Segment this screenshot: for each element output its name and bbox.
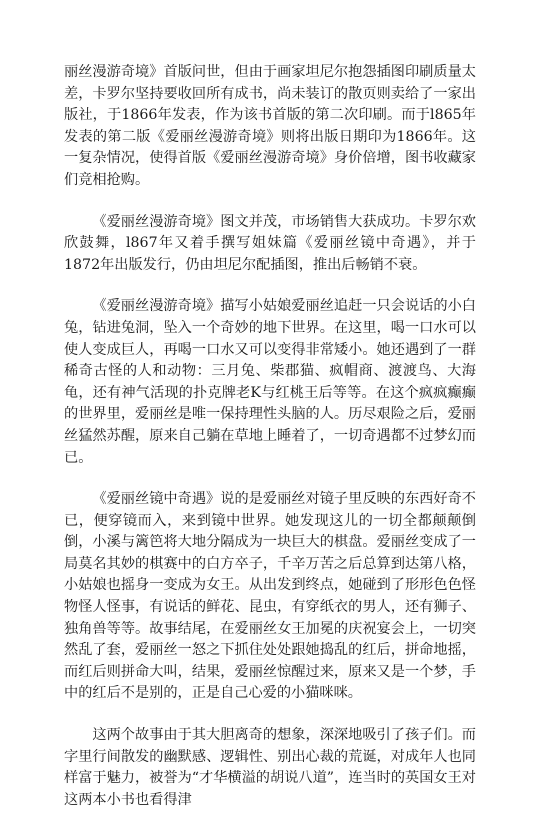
paragraph-4: 《爱丽丝镜中奇遇》说的是爱丽丝对镜子里反映的东西好奇不已，便穿镜而入，来到镜中世界。她发现这儿的一切全都颠颠倒倒，小溪与篱笆将大地分隔成为一块巨大的棋盘。爱丽丝变成了一局莫名其妙的棋赛中的白方卒子，千辛万苦之后总算到达第八格，小姑娘也摇身一变成为女王。从出发到终点，她碰到了形形色色怪物怪人怪事，有说话的鲜花、昆虫，有穿纸衣的男人，还有狮子、独角兽等等。故事结尾，在爱丽丝女王加冕的庆祝宴会上，一切突然乱了套，爱丽丝一怒之下抓住处处跟她捣乱的红后，拼命地摇，而红后则拼命大叫，结果，爱丽丝惊醒过来，原来又是一个梦，手中的红后不是别的，正是自己心爱的小猫咪咪。: [64, 491, 476, 702]
paragraph-2: 《爱丽丝漫游奇境》图文并茂，市场销售大获成功。卡罗尔欢欣鼓舞，l867年又着手撰写姐妹篇《爱丽丝镜中奇遇》，并于1872年出版发行，仍由坦尼尔配插图，推出后畅销不衰。: [64, 213, 476, 273]
paragraph-3: 《爱丽丝漫游奇境》描写小姑娘爱丽丝追赶一只会说话的小白兔，钻进兔洞，坠入一个奇妙的地下世界。在这里，喝一口水可以使人变成巨人，再喝一口水又可以变得非常矮小。她还遇到了一群稀奇古怪的人和动物：三月兔、柴郡猫、疯帽商、渡渡鸟、大海龟，还有神气活现的扑克牌老K与红桃王后等等。在这个疯疯癫癫的世界里，爱丽丝是唯一保持理性头脑的人。历尽艰险之后，爱丽丝猛然苏醒，原来自己躺在草地上睡着了，一切奇遇都不过梦幻而已。: [64, 298, 476, 466]
paragraph-5: 这两个故事由于其大胆离奇的想象，深深地吸引了孩子们。而字里行间散发的幽默感、逻辑性、别出心裁的荒诞，对成年人也同样富于魅力，被誉为“才华横溢的胡说八道”，连当时的英国女王对这两本小书也看得津: [64, 727, 476, 808]
paragraph-1: 丽丝漫游奇境》首版问世，但由于画家坦尼尔抱怨插图印刷质量太差，卡罗尔坚持要收回所有成书，尚未装订的散页则卖给了一家出版社，于1866年发表，作为该书首版的第二次印刷。而于l865年发表的第二版《爱丽丝漫游奇境》则将出版日期印为1866年。这一复杂情况，使得首版《爱丽丝漫游奇境》身价倍增，图书收藏家们竞相抢购。: [64, 64, 476, 188]
document-body: [64, 62, 476, 831]
